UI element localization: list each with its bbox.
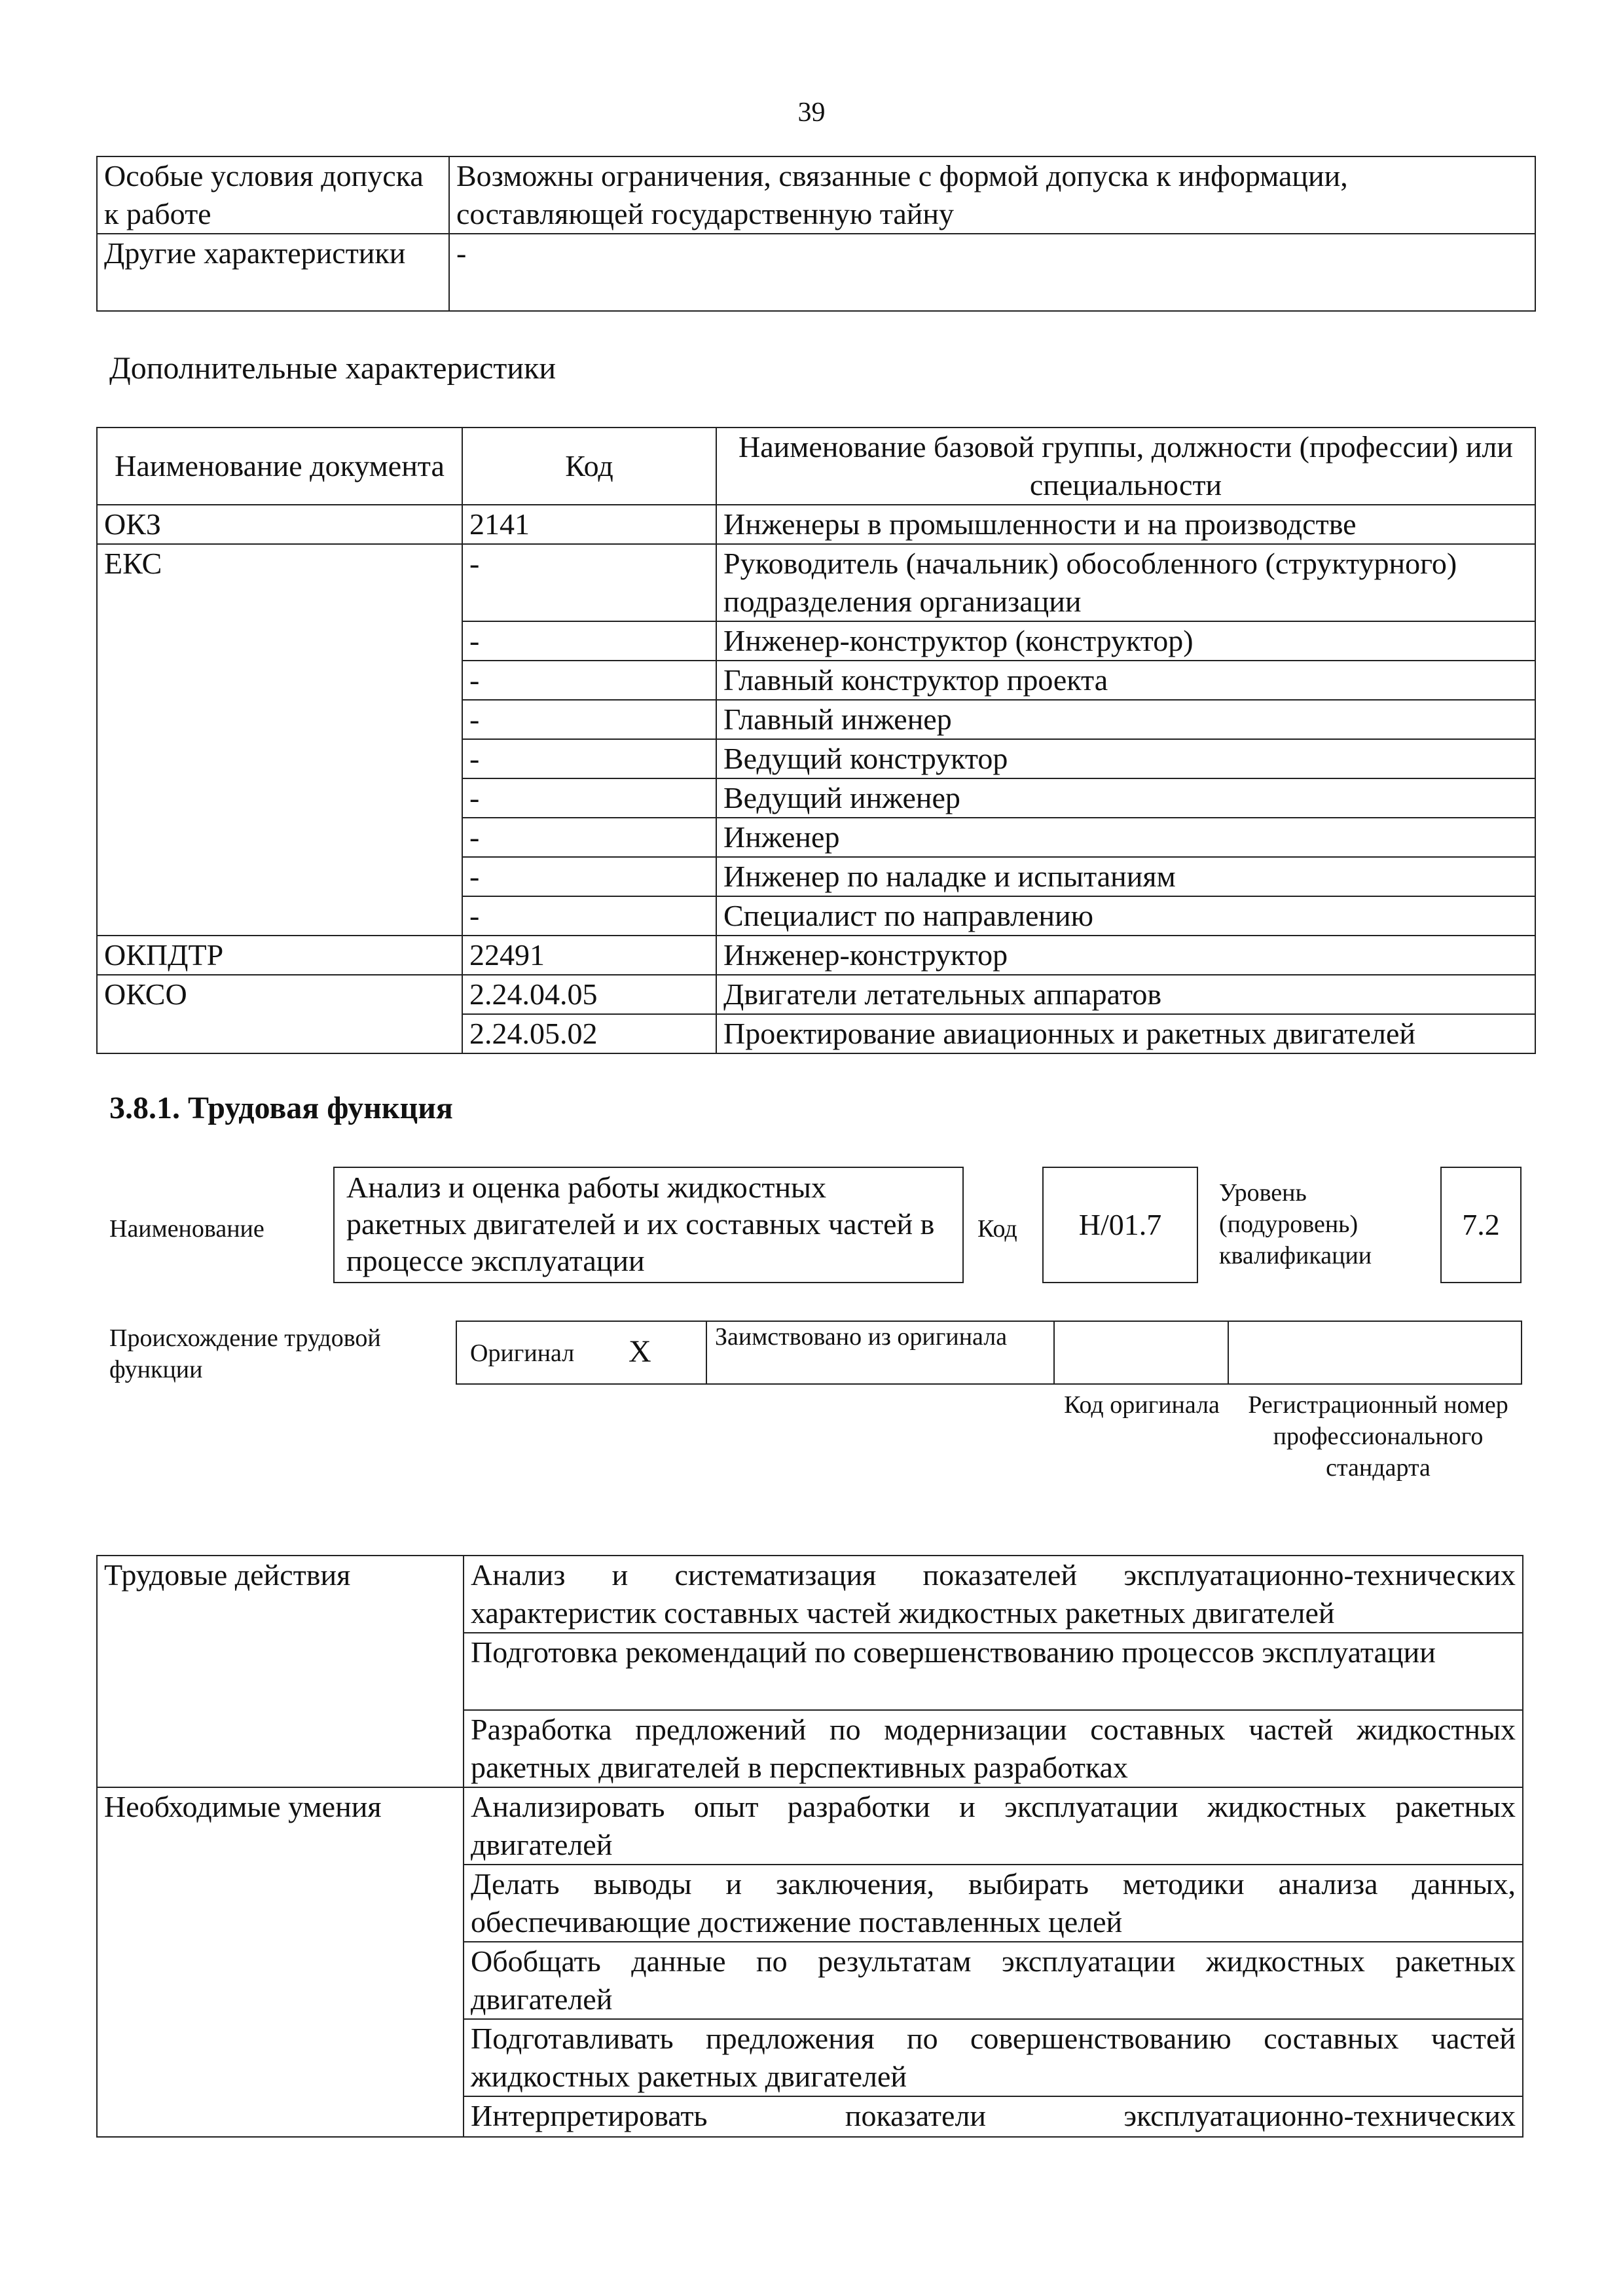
level-box [1440, 1167, 1522, 1283]
function-item: Анализ и систематизация показателей эксплуатационно-технических характеристик составных частей жидкостных ракетных двигателей [464, 1556, 1523, 1633]
row-name: Инженеры в промышленности и на производстве [716, 505, 1535, 544]
function-item: Интерпретировать показатели эксплуатационно-технических [464, 2096, 1523, 2137]
row-code: - [462, 896, 716, 936]
row-name: Инженер-конструктор [716, 936, 1535, 975]
level-label: Уровень (подуровень) квалификации [1219, 1179, 1372, 1269]
additional-title: Дополнительные характеристики [109, 351, 556, 386]
table-row [97, 1556, 1523, 1633]
original-mark: X [629, 1334, 651, 1369]
row-name: Инженер-конструктор (конструктор) [716, 621, 1535, 661]
additional-table [96, 427, 1536, 1054]
row-name: Главный инженер [716, 700, 1535, 739]
table-row [97, 156, 1535, 234]
row-name: Инженер по наладке и испытаниям [716, 857, 1535, 896]
original-label: Оригинал [470, 1339, 575, 1367]
conditions-value: Возможны ограничения, связанные с формой допуска к информации, составляющей государственную тайну [449, 156, 1535, 234]
header-name: Наименование базовой группы, должности (профессии) или специальности [716, 428, 1535, 505]
row-code: 2.24.05.02 [462, 1014, 716, 1053]
origin-reg-cell [1228, 1321, 1522, 1385]
row-code: - [462, 621, 716, 661]
function-item: Анализировать опыт разработки и эксплуатации жидкостных ракетных двигателей [464, 1787, 1523, 1865]
row-code: - [462, 661, 716, 700]
row-name: Ведущий инженер [716, 778, 1535, 818]
function-name-box [333, 1167, 964, 1283]
row-code: - [462, 739, 716, 778]
reg-number-caption: Регистрационный номер профессионального стандарта [1248, 1391, 1508, 1482]
row-doc: ЕКС [97, 544, 462, 936]
table-row [97, 1787, 1523, 1865]
row-name: Проектирование авиационных и ракетных двигателей [716, 1014, 1535, 1053]
row-code: 22491 [462, 936, 716, 975]
row-code: - [462, 857, 716, 896]
origin-label: Происхождение трудовой функции [109, 1324, 381, 1383]
functions-label: Трудовые действия [97, 1556, 464, 1787]
code-label: Код [977, 1215, 1017, 1243]
code-original-caption: Код оригинала [1064, 1391, 1220, 1419]
level-value: 7.2 [1462, 1208, 1500, 1241]
row-name: Ведущий конструктор [716, 739, 1535, 778]
conditions-table [96, 156, 1536, 312]
row-name: Двигатели летательных аппаратов [716, 975, 1535, 1014]
row-code: 2.24.04.05 [462, 975, 716, 1014]
function-item: Делать выводы и заключения, выбирать методики анализа данных, обеспечивающие достижение поставленных целей [464, 1865, 1523, 1942]
functions-label: Необходимые умения [97, 1787, 464, 2137]
table-row [97, 234, 1535, 311]
row-doc: ОКСО [97, 975, 462, 1053]
row-name: Главный конструктор проекта [716, 661, 1535, 700]
row-doc: ОКПДТР [97, 936, 462, 975]
table-row [97, 975, 1535, 1014]
functions-table [96, 1555, 1523, 2138]
conditions-label: Особые условия допуска к работе [97, 156, 449, 234]
name-label: Наименование [109, 1215, 264, 1243]
origin-borrowed-cell [706, 1321, 1055, 1385]
conditions-label: Другие характеристики [97, 234, 449, 311]
row-name: Специалист по направлению [716, 896, 1535, 936]
table-row [97, 505, 1535, 544]
section-title: 3.8.1. Трудовая функция [109, 1091, 453, 1125]
table-header [97, 428, 1535, 505]
page-number: 39 [797, 98, 826, 128]
header-code: Код [462, 428, 716, 505]
conditions-value: - [449, 234, 1535, 311]
row-code: - [462, 544, 716, 621]
row-code: - [462, 778, 716, 818]
code-box [1042, 1167, 1198, 1283]
code-value: H/01.7 [1078, 1208, 1162, 1241]
table-row [97, 544, 1535, 621]
function-item: Разработка предложений по модернизации составных частей жидкостных ракетных двигателей в перспективных разработках [464, 1710, 1523, 1787]
function-item: Подготовка рекомендаций по совершенствованию процессов эксплуатации [464, 1633, 1523, 1710]
origin-code-cell [1053, 1321, 1229, 1385]
function-name: Анализ и оценка работы жидкостных ракетных двигателей и их составных частей в процессе эксплуатации [346, 1171, 935, 1277]
row-code: 2141 [462, 505, 716, 544]
function-item: Подготавливать предложения по совершенствованию составных частей жидкостных ракетных двигателей [464, 2019, 1523, 2096]
header-document: Наименование документа [97, 428, 462, 505]
table-row [97, 936, 1535, 975]
origin-original-cell [456, 1321, 707, 1385]
row-code: - [462, 700, 716, 739]
function-item: Обобщать данные по результатам эксплуатации жидкостных ракетных двигателей [464, 1942, 1523, 2019]
borrowed-label: Заимствовано из оригинала [715, 1323, 1008, 1351]
row-name: Руководитель (начальник) обособленного (структурного) подразделения организации [716, 544, 1535, 621]
row-doc: ОКЗ [97, 505, 462, 544]
row-name: Инженер [716, 818, 1535, 857]
row-code: - [462, 818, 716, 857]
